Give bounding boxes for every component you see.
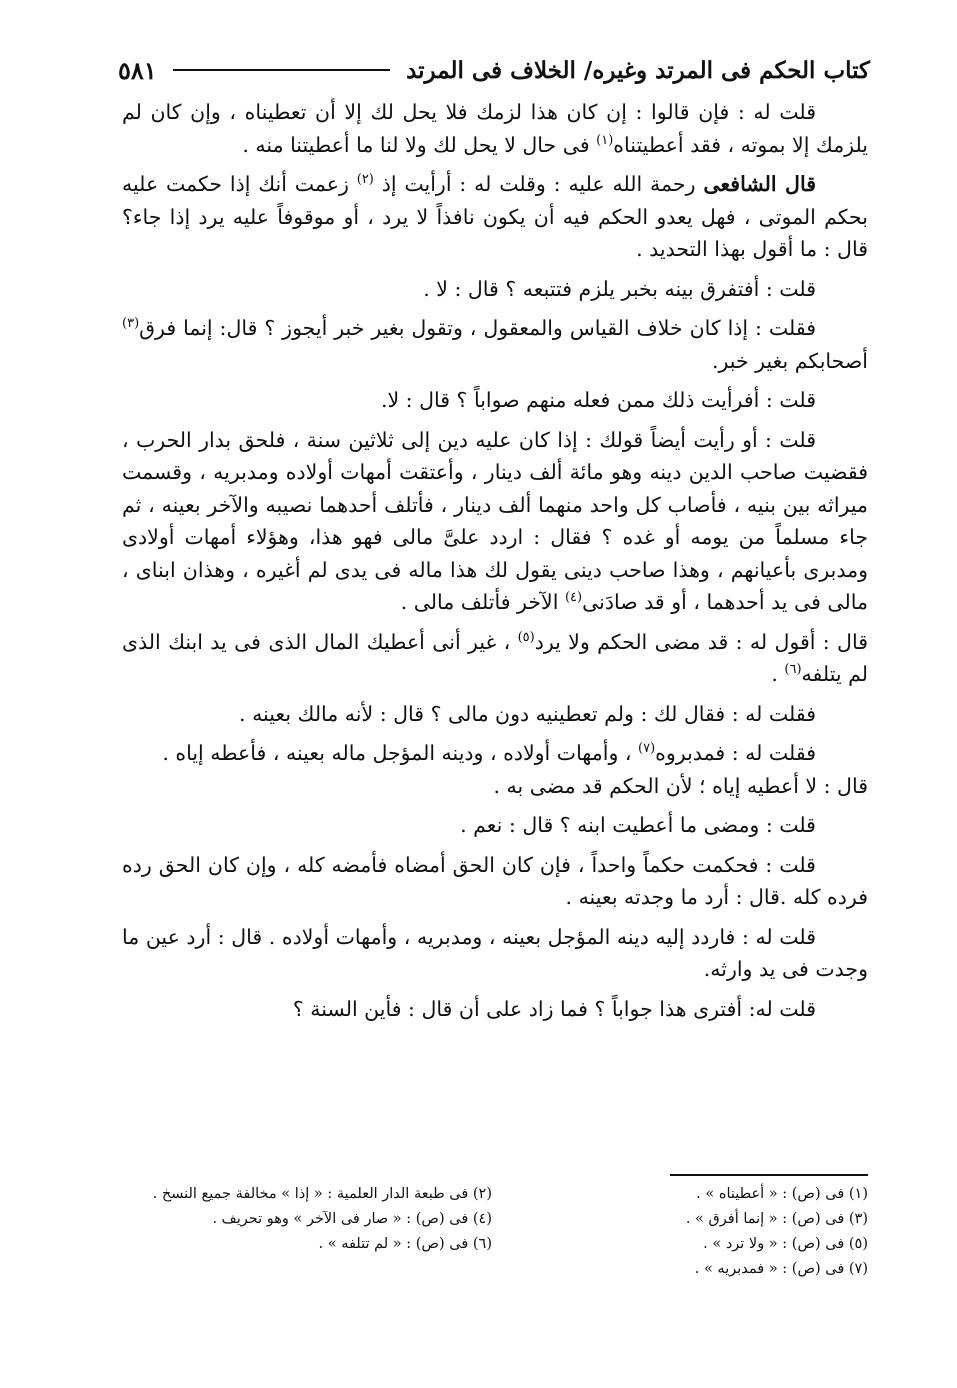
text-segment: فقلت له : فمدبروه: [655, 741, 816, 765]
paragraph: [122, 698, 868, 731]
page-number: ٥٨١: [118, 55, 157, 85]
footnote-ref: (٥): [517, 629, 535, 645]
footnote: (٧) فى (ص) : « فمدبريه » .: [694, 1261, 868, 1277]
text-segment: رحمة الله عليه : وقلت له : أرأيت إذ: [373, 172, 704, 196]
footnotes: [122, 1182, 868, 1282]
paragraph: [122, 993, 868, 1026]
text-segment: زعمت أنك إذا حكمت عليه بحكم الموتى ، فهل يعدو الحكم فيه أن يكون نافذاً لا يرد ، أو موقوفاً عليه يرد إذا جاء؟ قال : ما أقول بهذا التحديد .: [122, 172, 868, 261]
footnote-separator: [670, 1174, 868, 1176]
text-segment: ، وأمهات أولاده ، ودينه المؤجل ماله بعينه ، فأعطه إياه .: [162, 741, 638, 765]
footnote: (٣) فى (ص) : « إنما أفرق » .: [685, 1211, 868, 1227]
footnote-ref: (١): [596, 132, 614, 148]
paragraph: [122, 424, 868, 619]
text-segment: الآخر فأتلف مالى .: [400, 590, 565, 614]
paragraph-lead: قال الشافعى: [703, 172, 816, 196]
paragraph: [122, 921, 868, 986]
text-segment: قلت له : فاردد إليه دينه المؤجل بعينه ، ومدبريه ، وأمهات أولاده . قال : أرد عين ما وجدت فى يد وارثه.: [122, 924, 868, 981]
text-segment: فقلت له : فقال لك : ولم تعطينيه دون مالى ؟ قال : لأنه مالك بعينه .: [239, 701, 816, 726]
paragraph: [122, 273, 868, 306]
footnote-ref: (٤): [564, 590, 583, 606]
paragraph: [122, 384, 868, 417]
paragraph: [122, 312, 868, 377]
text-segment: قلت : أو رأيت أيضاً قولك : إذا كان عليه دين إلى ثلاثين سنة ، فلحق بدار الحرب ، فقضيت صاحب الدين دينه وهو مائة ألف دينار ، وأعتقت أمهات أولاده ومدبريه ، وقسمت ميراثه بين بنيه ، فأصاب كل واحد منهما ألف دينار ، فأتلف أحدهما نصيبه والآخر بعينه ، ثم جاء مسلماً من يومه أو غده ؟ فقال : اردد علىَّ مالى فهو هذا، وهؤلاء أمهات أولادى ومدبرى بأعيانهم ، وهذا صاحب دينى يقول لك هذا ماله فى يدى لم أغيره ، وهذان ابناى ، مالى فى يد أحدهما ، أو قد صادَنى: [122, 427, 868, 614]
text-segment: قلت له : فإن قالوا : إن كان هذا لزمك فلا يحل لك إلا أن تعطيناه ، وإن كان لم يلزمك إلا بموته ، فقد أعطيتناه: [122, 100, 868, 157]
footnote-ref: (٢): [356, 172, 374, 188]
footnote: (٤) فى (ص) : « صار فى الآخر » وهو تحريف .: [212, 1211, 492, 1227]
text-segment: قلت : فحكمت حكماً واحداً ، فإن كان الحق أمضاه فأمضه كله ، وإن كان الحق رده فرده كله .قال : أرد ما وجدته بعينه .: [122, 852, 868, 909]
running-title: كتاب الحكم فى المرتد وغيره/ الخلاف فى المرتد: [406, 56, 870, 84]
running-header: [118, 50, 870, 90]
text-segment: فى حال لا يحل لك ولا لنا ما أعطيتنا منه .: [242, 132, 597, 157]
header-rule: [173, 69, 390, 71]
paragraph: [122, 168, 868, 266]
text-segment: قلت : أفتفرق بينه بخبر يلزم فتتبعه ؟ قال : لا .: [423, 276, 816, 301]
paragraph: [122, 770, 868, 803]
footnote-ref: (٧): [638, 741, 656, 757]
paragraph: [122, 809, 868, 842]
paragraph: [122, 737, 868, 770]
footnote-ref: (٦): [784, 662, 802, 678]
footnote: (٥) فى (ص) : « ولا ترد » .: [703, 1236, 868, 1252]
text-segment: قلت : أفرأيت ذلك ممن فعله منهم صواباً ؟ قال : لا.: [380, 388, 816, 412]
paragraph: [122, 626, 868, 691]
text-segment: قلت له: أفترى هذا جواباً ؟ فما زاد على أن قال : فأين السنة ؟: [292, 996, 816, 1021]
paragraph: [122, 849, 868, 914]
text-segment: فقلت : إذا كان خلاف القياس والمعقول ، وتقول بغير خبر أيجوز ؟ قال: إنما فرق: [139, 316, 816, 340]
footnote: (٢) فى طبعة الدار العلمية : « إذا » مخالفة جميع النسخ .: [152, 1186, 492, 1202]
text-segment: قلت : ومضى ما أعطيت ابنه ؟ قال : نعم .: [460, 813, 816, 837]
text-segment: قال : أقول له : قد مضى الحكم ولا يرد: [534, 629, 868, 654]
footnote: (٦) فى (ص) : « لم تتلفه » .: [318, 1236, 492, 1252]
paragraph: [122, 96, 868, 161]
footnote: (١) فى (ص) : « أعطيناه » .: [696, 1186, 868, 1202]
text-segment: ، غير أنى أعطيك المال الذى فى يد ابنك الذى لم يتلفه: [122, 629, 868, 686]
main-text: [122, 96, 868, 1032]
text-segment: .: [771, 662, 785, 686]
text-segment: قال : لا أعطيه إياه ؛ لأن الحكم قد مضى به .: [493, 773, 868, 798]
text-segment: أصحابكم بغير خبر.: [711, 348, 868, 373]
footnote-ref: (٣): [122, 316, 140, 332]
